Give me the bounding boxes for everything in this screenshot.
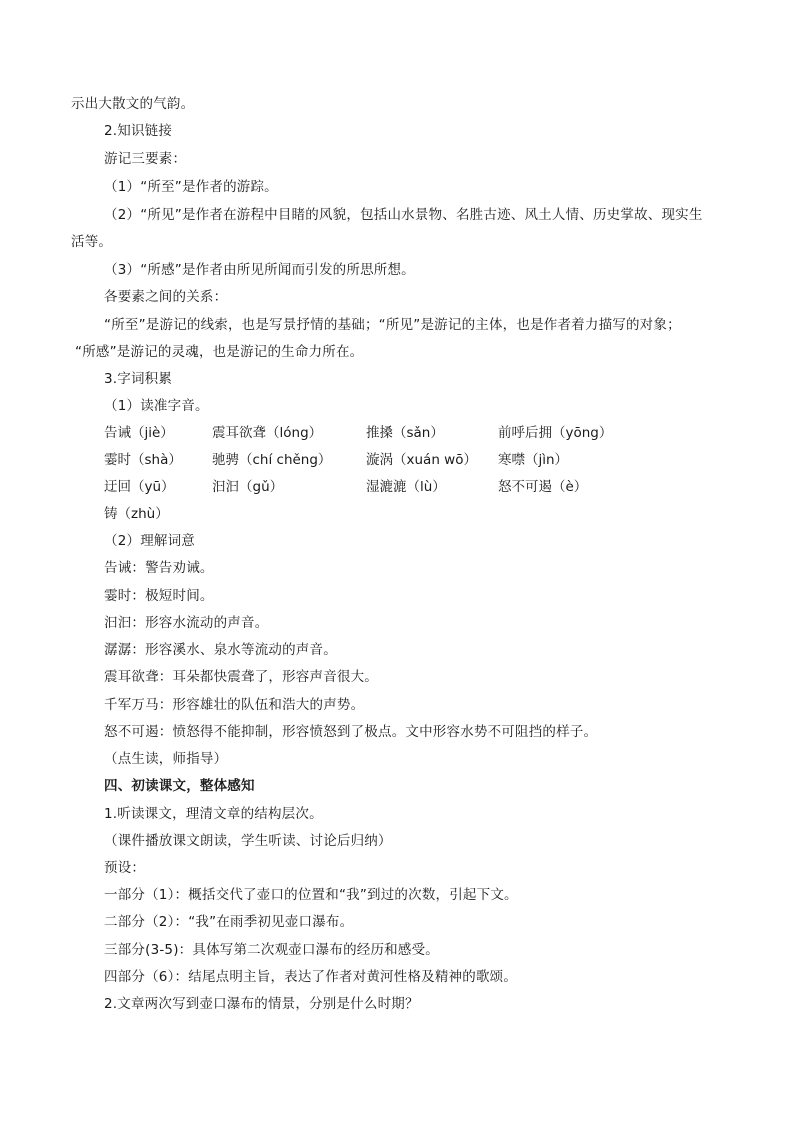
section-heading: 3.字词积累	[104, 371, 173, 387]
paragraph: 示出大散文的气韵。	[71, 96, 195, 112]
teacher-note: （点生读，师指导）	[104, 751, 228, 767]
pinyin-entry: 驰骋（chí chěng）	[212, 452, 332, 468]
pinyin-entry: 告诫（jiè）	[104, 425, 174, 441]
definition-item: 震耳欲聋：耳朵都快震聋了，形容声音很大。	[104, 669, 378, 685]
teacher-note: （课件播放课文朗读，学生听读、讨论后归纳）	[104, 833, 392, 849]
list-item-continuation: 活等。	[71, 234, 113, 250]
paragraph-continuation: “所感”是游记的灵魂，也是游记的生命力所在。	[75, 344, 364, 360]
definition-item: 汩汩：形容水流动的声音。	[104, 615, 269, 631]
structure-part: 一部分（1）：概括交代了壶口的位置和“我”到过的次数，引起下文。	[104, 887, 518, 903]
pinyin-entry: 铸（zhù）	[104, 506, 169, 522]
question: 2.文章两次写到壶口瀑布的情景，分别是什么时期？	[104, 996, 419, 1012]
definition-item: 怒不可遏：愤怒得不能抑制，形容愤怒到了极点。文中形容水势不可阻挡的样子。	[104, 724, 598, 740]
definition-item: 潺潺：形容溪水、泉水等流动的声音。	[104, 642, 337, 658]
pinyin-entry: 汩汩（gǔ）	[212, 479, 284, 495]
structure-part: 三部分(3-5)：具体写第二次观壶口瀑布的经历和感受。	[104, 942, 439, 958]
list-item: （3）“所感”是作者由所见所闻而引发的所思所想。	[104, 262, 415, 278]
section-heading: 2.知识链接	[104, 123, 173, 139]
pinyin-entry: 怒不可遏（è）	[498, 479, 588, 495]
pinyin-entry: 迂回（yū）	[104, 479, 175, 495]
subheading: （2）理解词意	[104, 533, 195, 549]
section-heading: 四、初读课文，整体感知	[104, 778, 255, 794]
pinyin-entry: 前呼后拥（yōng）	[498, 425, 613, 441]
list-item: （2）“所见”是作者在游程中目睹的风貌，包括山水景物、名胜古迹、风土人情、历史掌故、现实生	[104, 207, 703, 223]
question: 1.听读课文，理清文章的结构层次。	[104, 806, 323, 822]
pinyin-entry: 漩涡（xuán wō）	[366, 452, 477, 468]
paragraph: 各要素之间的关系：	[104, 289, 228, 305]
pinyin-entry: 霎时（shà）	[104, 452, 182, 468]
pinyin-entry: 推搡（sǎn）	[366, 425, 444, 441]
definition-item: 霎时：极短时间。	[104, 588, 214, 604]
pinyin-entry: 湿漉漉（lù）	[366, 479, 446, 495]
pinyin-entry: 震耳欲聋（lóng）	[212, 425, 323, 441]
paragraph: 游记三要素：	[104, 151, 187, 167]
preset-label: 预设：	[104, 860, 146, 876]
definition-item: 告诫：警告劝诫。	[104, 560, 214, 576]
paragraph: “所至”是游记的线索，也是写景抒情的基础；“所见”是游记的主体，也是作者着力描写的对象；	[104, 317, 681, 333]
structure-part: 四部分（6）：结尾点明主旨，表达了作者对黄河性格及精神的歌颂。	[104, 969, 518, 985]
subheading: （1）读准字音。	[104, 398, 209, 414]
structure-part: 二部分（2）：“我”在雨季初见壶口瀑布。	[104, 914, 354, 930]
pinyin-entry: 寒噤（jìn）	[498, 452, 569, 468]
definition-item: 千军万马：形容雄壮的队伍和浩大的声势。	[104, 697, 365, 713]
list-item: （1）“所至”是作者的游踪。	[104, 179, 278, 195]
